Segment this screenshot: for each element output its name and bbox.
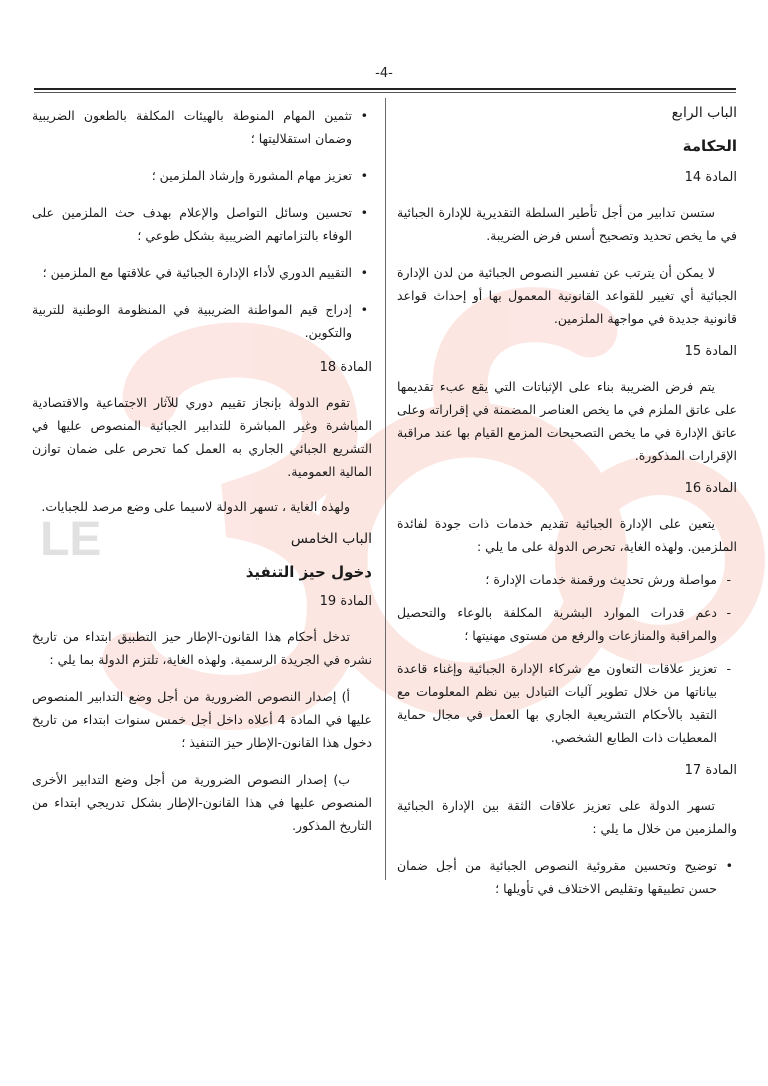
page-number: -4- <box>375 66 393 81</box>
article-16-item-3: - تعزيز علاقات التعاون مع شركاء الإدارة الجبائية وإغناء قاعدة بياناتها من خلال تطوير آليات التبادل بين نظم المعلومات مع التقيد بالأحكام التشريعية الجاري بها العمل في مجال حماية المعطيات ذات الطابع الشخصي. <box>397 657 737 749</box>
article-14-paragraph-2: لا يمكن أن يترتب عن تفسير النصوص الجبائية من لدن الإدارة الجبائية أي تغيير للقواعد القانونية المعمول بها أو إحداث قواعد قانونية جديدة في مواجهة الملزمين. <box>397 265 737 326</box>
part-heading: الباب الرابع <box>671 105 737 121</box>
article-15-paragraph-1: يتم فرض الضريبة بناء على الإثباتات التي يقع عبء تقديمها على عاتق الملزم في ما يخص العناصر المضمنة في إقراراته وعلى عاتق الإدارة في ما يخص التصحيحات المزمع القيام بها عند مراقبة الإقرارات المذكورة. <box>397 379 737 463</box>
section-title: الحكامة <box>682 137 737 155</box>
article-17-item-2: • تثمين المهام المنوطة بالهيئات المكلفة بالطعون الضريبية وضمان استقلاليتها ؛ <box>32 104 372 150</box>
article-18-paragraph-2: ولهذه الغاية ، تسهر الدولة لاسيما على وضع مرصد للجبايات. <box>41 499 350 514</box>
article-17-item-4: • تحسين وسائل التواصل والإعلام بهدف حث الملزمين على الوفاء بالتزاماتهم الضريبية بشكل طوعي ؛ <box>32 201 372 247</box>
article-17-item-1: • توضيح وتحسين مقروئية النصوص الجبائية من أجل ضمان حسن تطبيقها وتقليص الاختلاف في تأويلها ؛ <box>397 854 737 900</box>
watermark-brand-text: LE <box>40 513 102 566</box>
article-19-paragraph-a: أ) إصدار النصوص الضرورية من أجل وضع التدابير المنصوص عليها في المادة 4 أعلاه داخل أجل خمس سنوات ابتداء من تاريخ دخول هذا القانون-الإطار حيز التنفيذ ؛ <box>32 689 372 750</box>
article-17-item-5: • التقييم الدوري لأداء الإدارة الجبائية في علاقتها مع الملزمين ؛ <box>32 261 372 284</box>
part-heading-5: الباب الخامس <box>290 531 372 547</box>
article-17-item-3: • تعزيز مهام المشورة وإرشاد الملزمين ؛ <box>32 164 372 187</box>
article-17-paragraph-1: تسهر الدولة على تعزيز علاقات الثقة بين الإدارة الجبائية والملزمين من خلال ما يلي : <box>397 798 737 836</box>
right-column <box>397 100 737 900</box>
article-14-paragraph-1: ستسن تدابير من أجل تأطير السلطة التقديرية للإدارة الجبائية في ما يخص تحديد وتصحيح أسس فرض الضريبة. <box>397 205 737 243</box>
article-18-title: المادة 18 <box>319 360 372 375</box>
article-16-paragraph-1: يتعين على الإدارة الجبائية تقديم خدمات ذات جودة لفائدة الملزمين. ولهذه الغاية، تحرص الدولة على ما يلي : <box>397 516 737 554</box>
article-16-item-1: - مواصلة ورش تحديث ورقمنة خدمات الإدارة ؛ <box>397 568 737 591</box>
article-15-title: المادة 15 <box>684 344 737 359</box>
article-17-title: المادة 17 <box>684 763 737 778</box>
article-18-paragraph-1: تقوم الدولة بإنجاز تقييم دوري للآثار الاجتماعية والاقتصادية المباشرة وغير المباشرة للتدابير الجبائية المنصوص عليها في التشريع الجبائي الجاري به العمل كما تحرص على ضمان توازن المالية العمومية. <box>32 395 372 479</box>
section-title-5: دخول حيز التنفيذ <box>245 563 372 581</box>
article-17-item-6: • إدراج قيم المواطنة الضريبية في المنظومة الوطنية للتربية والتكوين. <box>32 298 372 344</box>
article-19-title: المادة 19 <box>319 594 372 609</box>
header-rule-thin <box>34 92 736 93</box>
article-14-title: المادة 14 <box>684 170 737 185</box>
column-divider <box>385 98 386 880</box>
article-19-paragraph-b: ب) إصدار النصوص الضرورية من أجل وضع التدابير الأخرى المنصوص عليها في هذا القانون-الإطار بشكل تدريجي ابتداء من التاريخ المذكور. <box>32 772 372 833</box>
article-16-item-2: - دعم قدرات الموارد البشرية المكلفة بالوعاء والتحصيل والمراقبة والمنازعات والرفع من مستوى مهنيتها ؛ <box>397 601 737 647</box>
article-16-title: المادة 16 <box>684 481 737 496</box>
left-column <box>32 104 372 837</box>
article-19-paragraph-1: تدخل أحكام هذا القانون-الإطار حيز التطبيق ابتداء من تاريخ نشره في الجريدة الرسمية. ولهذه الغاية، تلتزم الدولة بما يلي : <box>32 629 372 667</box>
header-rule <box>34 88 736 90</box>
